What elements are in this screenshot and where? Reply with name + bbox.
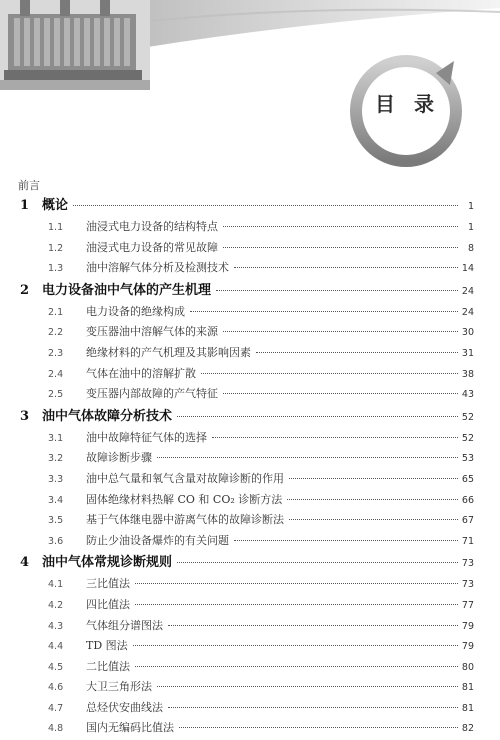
toc-section-4-6[interactable] — [18, 677, 474, 698]
dot-leader — [223, 393, 458, 394]
section-title: 油浸式电力设备的结构特点 — [86, 220, 218, 233]
toc-chapters — [18, 194, 474, 739]
section-title: TD 图法 — [86, 639, 128, 653]
section-number: 2.5 — [48, 389, 64, 401]
page-number: 71 — [461, 535, 474, 547]
dot-leader — [223, 331, 458, 332]
dot-leader — [201, 373, 458, 374]
section-number: 4.6 — [48, 682, 64, 694]
dot-leader — [256, 352, 458, 353]
section-title: 大卫三角形法 — [86, 680, 152, 694]
toc-section-3-2[interactable] — [18, 448, 474, 469]
dot-leader — [223, 247, 458, 248]
toc-section-4-2[interactable] — [18, 595, 474, 616]
dot-leader — [73, 205, 458, 206]
section-number: 4.4 — [48, 641, 64, 653]
toc-section-3-1[interactable] — [18, 428, 474, 449]
section-title: 变压器内部故障的产气特征 — [86, 387, 218, 401]
section-title: 故障诊断步骤 — [86, 451, 152, 465]
section-title: 四比值法 — [86, 597, 130, 611]
section-title: 油中溶解气体分析及检测技术 — [86, 261, 229, 275]
dot-leader — [190, 311, 458, 312]
toc-chapter-1[interactable] — [18, 194, 474, 217]
chapter-title: 概论 — [42, 198, 69, 213]
toc-section-3-5[interactable] — [18, 510, 474, 531]
section-number: 3.1 — [48, 432, 64, 444]
dot-leader — [177, 416, 458, 417]
section-title: 气体组分谱图法 — [86, 618, 163, 632]
section-title: 防止少油设备爆炸的有关问题 — [86, 533, 229, 547]
page-number: 30 — [461, 327, 474, 339]
toc-section-4-7[interactable] — [18, 698, 474, 719]
chapter-title: 电力设备油中气体的产生机理 — [42, 282, 212, 298]
page-number: 81 — [461, 682, 474, 694]
page-number: 73 — [461, 558, 474, 570]
page-number: 1 — [467, 201, 474, 212]
section-number: 3.3 — [48, 473, 64, 485]
dot-leader — [133, 645, 458, 646]
chapter-title: 油中气体故障分析技术 — [42, 408, 173, 424]
section-number: 3.5 — [48, 515, 64, 527]
dot-leader — [177, 562, 458, 563]
page-number: 77 — [461, 599, 474, 611]
page-number: 8 — [467, 242, 474, 254]
section-number: 2.2 — [48, 327, 64, 339]
dot-leader — [179, 727, 458, 728]
page-number: 66 — [461, 494, 474, 506]
toc-section-4-4[interactable] — [18, 636, 474, 657]
dot-leader — [135, 666, 458, 667]
toc-section-3-6[interactable] — [18, 531, 474, 552]
toc-section-2-2[interactable] — [18, 322, 474, 343]
transformer-image — [0, 0, 150, 90]
dot-leader — [289, 478, 458, 479]
section-number: 4.3 — [48, 620, 64, 632]
page-number: 82 — [461, 723, 474, 735]
section-number: 4.5 — [48, 661, 64, 673]
page-number: 24 — [461, 285, 474, 297]
table-of-contents — [18, 178, 474, 739]
section-title: 总烃伏安曲线法 — [86, 700, 163, 714]
chapter-number: 2 — [20, 282, 30, 298]
toc-chapter-2[interactable] — [18, 279, 474, 302]
dot-leader — [289, 519, 458, 520]
page-number: 52 — [461, 411, 474, 423]
section-title: 油中总气量和氧气含量对故障诊断的作用 — [86, 471, 284, 485]
section-number: 1.2 — [48, 242, 64, 254]
page-number: 38 — [461, 368, 474, 380]
page-number: 52 — [461, 432, 474, 444]
page-number: 67 — [461, 515, 474, 527]
section-number: 1.3 — [48, 263, 64, 275]
chapter-title: 油中气体常规诊断规则 — [42, 555, 173, 571]
section-title: 绝缘材料的产气机理及其影响因素 — [86, 345, 251, 359]
section-title: 电力设备的绝缘构成 — [86, 304, 185, 318]
page-number: 79 — [461, 641, 474, 653]
section-number: 3.4 — [48, 494, 64, 506]
toc-section-1-2[interactable] — [18, 238, 474, 259]
page-number: 1 — [467, 222, 474, 233]
section-number: 4.2 — [48, 599, 64, 611]
toc-chapter-3[interactable] — [18, 405, 474, 428]
section-title: 油中故障特征气体的选择 — [86, 430, 207, 444]
toc-section-2-4[interactable] — [18, 364, 474, 385]
dot-leader — [157, 457, 458, 458]
section-title: 变压器油中溶解气体的来源 — [86, 325, 218, 339]
dot-leader — [234, 267, 458, 268]
page-number: 81 — [461, 702, 474, 714]
dot-leader — [168, 707, 458, 708]
section-title: 固体绝缘材料热解 CO 和 CO₂ 诊断方法 — [86, 492, 283, 506]
chapter-number: 4 — [20, 555, 30, 571]
page-number: 14 — [461, 263, 474, 275]
page-number: 65 — [461, 473, 474, 485]
chapter-number: 3 — [20, 408, 30, 424]
dot-leader — [216, 290, 458, 291]
toc-section-4-5[interactable] — [18, 657, 474, 678]
page-number: 80 — [461, 661, 474, 673]
section-title: 国内无编码比值法 — [86, 721, 174, 735]
toc-section-1-3[interactable] — [18, 258, 474, 279]
section-number: 2.3 — [48, 347, 64, 359]
toc-section-4-8[interactable] — [18, 718, 474, 739]
dot-leader — [157, 686, 458, 687]
section-title: 三比值法 — [86, 577, 130, 591]
page-number: 24 — [461, 306, 474, 318]
page-number: 43 — [461, 389, 474, 401]
dot-leader — [135, 604, 458, 605]
section-number: 2.4 — [48, 368, 64, 380]
toc-section-2-1[interactable] — [18, 302, 474, 323]
toc-section-3-3[interactable] — [18, 469, 474, 490]
section-title: 二比值法 — [86, 659, 130, 673]
dot-leader — [234, 540, 458, 541]
toc-preface[interactable]: 前言 — [18, 179, 40, 192]
dot-leader — [287, 499, 458, 500]
page-number: 53 — [461, 453, 474, 465]
page-number: 73 — [461, 579, 474, 591]
section-title: 基于气体继电器中游离气体的故障诊断法 — [86, 513, 284, 527]
toc-section-3-4[interactable] — [18, 490, 474, 511]
toc-section-4-3[interactable] — [18, 616, 474, 637]
page-number: 79 — [461, 620, 474, 632]
chapter-number: 1 — [20, 198, 30, 213]
section-number: 4.7 — [48, 702, 64, 714]
toc-section-4-1[interactable] — [18, 574, 474, 595]
toc-section-2-5[interactable] — [18, 384, 474, 405]
section-title: 油浸式电力设备的常见故障 — [86, 240, 218, 254]
dot-leader — [135, 583, 458, 584]
toc-section-2-3[interactable] — [18, 343, 474, 364]
dot-leader — [212, 437, 458, 438]
toc-chapter-4[interactable] — [18, 551, 474, 574]
section-title: 气体在油中的溶解扩散 — [86, 366, 196, 380]
page-number: 31 — [461, 347, 474, 359]
section-number: 2.1 — [48, 306, 64, 318]
section-number: 4.1 — [48, 579, 64, 591]
section-number: 4.8 — [48, 723, 64, 735]
section-number: 3.2 — [48, 453, 64, 465]
section-number: 3.6 — [48, 535, 64, 547]
dot-leader — [223, 226, 458, 227]
dot-leader — [168, 625, 458, 626]
toc-heading: 目 录 — [375, 92, 440, 116]
toc-section-1-1[interactable] — [18, 217, 474, 238]
section-number: 1.1 — [48, 222, 64, 233]
